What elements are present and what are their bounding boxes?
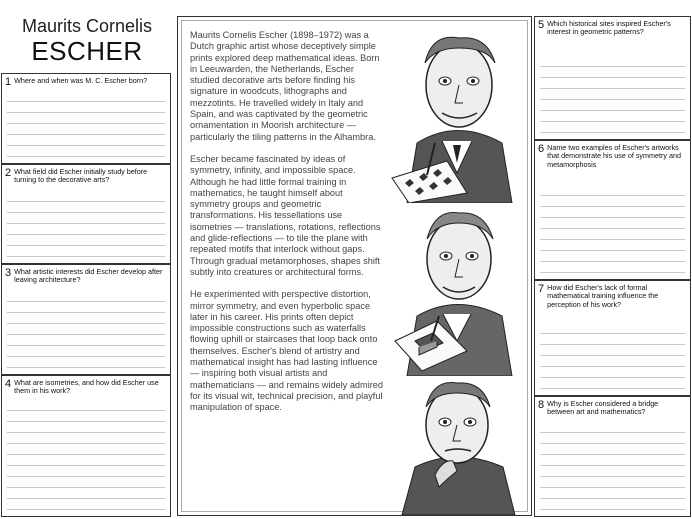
- question-number: 5: [538, 19, 545, 31]
- answer-lines[interactable]: [540, 422, 685, 510]
- escher-portrait-tessellation: [387, 23, 527, 203]
- question-box-7[interactable]: [534, 280, 691, 396]
- question-text: Name two examples of Escher's artworks that demonstrate his use of symmetry and metamorphosis: [547, 143, 681, 169]
- title-first-name: Maurits Cornelis: [21, 16, 153, 36]
- question-text: What artistic interests did Escher develop after leaving architecture?: [14, 267, 163, 285]
- article-panel: [177, 16, 532, 516]
- question-box-6[interactable]: [534, 140, 691, 280]
- escher-portrait-thinking: [387, 375, 527, 515]
- question-number: 7: [538, 283, 545, 295]
- question-text: Which historical sites inspired Escher's interest in geometric patterns?: [547, 19, 671, 37]
- question-box-3[interactable]: [1, 264, 171, 375]
- title-surname: ESCHER: [31, 36, 143, 66]
- question-text: Why is Escher considered a bridge between art and mathematics?: [547, 399, 659, 417]
- answer-lines[interactable]: [540, 56, 685, 133]
- answer-lines[interactable]: [7, 191, 165, 257]
- question-number: 3: [5, 267, 12, 279]
- question-number: 8: [538, 399, 545, 411]
- escher-portrait-structure: [387, 201, 527, 376]
- answer-lines[interactable]: [7, 91, 165, 157]
- article-paragraph: He experimented with perspective distortion, mirror symmetry, and even hyperbolic space later in his career. His prints often depict impossible constructions such as waterfalls flowing uphill or staircases that loop back onto themselves. Escher's blend of artistry and mathematical insight has had lasting influence — inspiring both visual artists and mathematicians — and remains widely admired for its visual wit, technical precision, and playful manipulation of space.: [190, 289, 384, 413]
- question-text: What are isometries, and how did Escher use them in his work?: [14, 378, 159, 396]
- question-number: 2: [5, 167, 12, 179]
- question-box-4[interactable]: [1, 375, 171, 517]
- question-text: Where and when was M. C. Escher born?: [14, 76, 148, 85]
- article-text: [190, 30, 385, 425]
- question-text: How did Escher's lack of formal mathematical training influence the perception of his work?: [547, 283, 659, 309]
- answer-lines[interactable]: [540, 185, 685, 273]
- question-box-1[interactable]: [1, 73, 171, 164]
- question-number: 6: [538, 143, 545, 155]
- article-paragraph: Escher became fascinated by ideas of symmetry, infinity, and impossible space. Although he had little formal training in mathematics, he taught himself about symmetry groups and geometric transformations. His tessellations use isometries — translations, rotations, reflections and glide-reflections — to tile the plane with repeated motifs that interlock without gaps. Through gradual metamorphoses, shapes shift subtly into creatures or architectural forms.: [190, 153, 381, 277]
- answer-lines[interactable]: [7, 400, 165, 510]
- article-paragraph: Maurits Cornelis Escher (1898–1972) was a Dutch graphic artist whose deceptively simple prints explored deep mathematical ideas. Born in Leeuwarden, the Netherlands, Escher studied decorative arts before finding his signature in woodcuts, lithographs and mezzotints. He travelled widely in Italy and Spain, and was captivated by the geometric ornamentation in Moorish architecture — particularly the tiling patterns in the Alhambra.: [190, 30, 380, 142]
- question-number: 1: [5, 76, 12, 88]
- answer-lines[interactable]: [7, 291, 165, 368]
- title-block: [2, 16, 172, 66]
- question-text: What field did Escher initially study before turning to the decorative arts?: [14, 167, 148, 185]
- question-box-5[interactable]: [534, 16, 691, 140]
- question-number: 4: [5, 378, 12, 390]
- question-box-2[interactable]: [1, 164, 171, 264]
- answer-lines[interactable]: [540, 323, 685, 389]
- question-box-8[interactable]: [534, 396, 691, 517]
